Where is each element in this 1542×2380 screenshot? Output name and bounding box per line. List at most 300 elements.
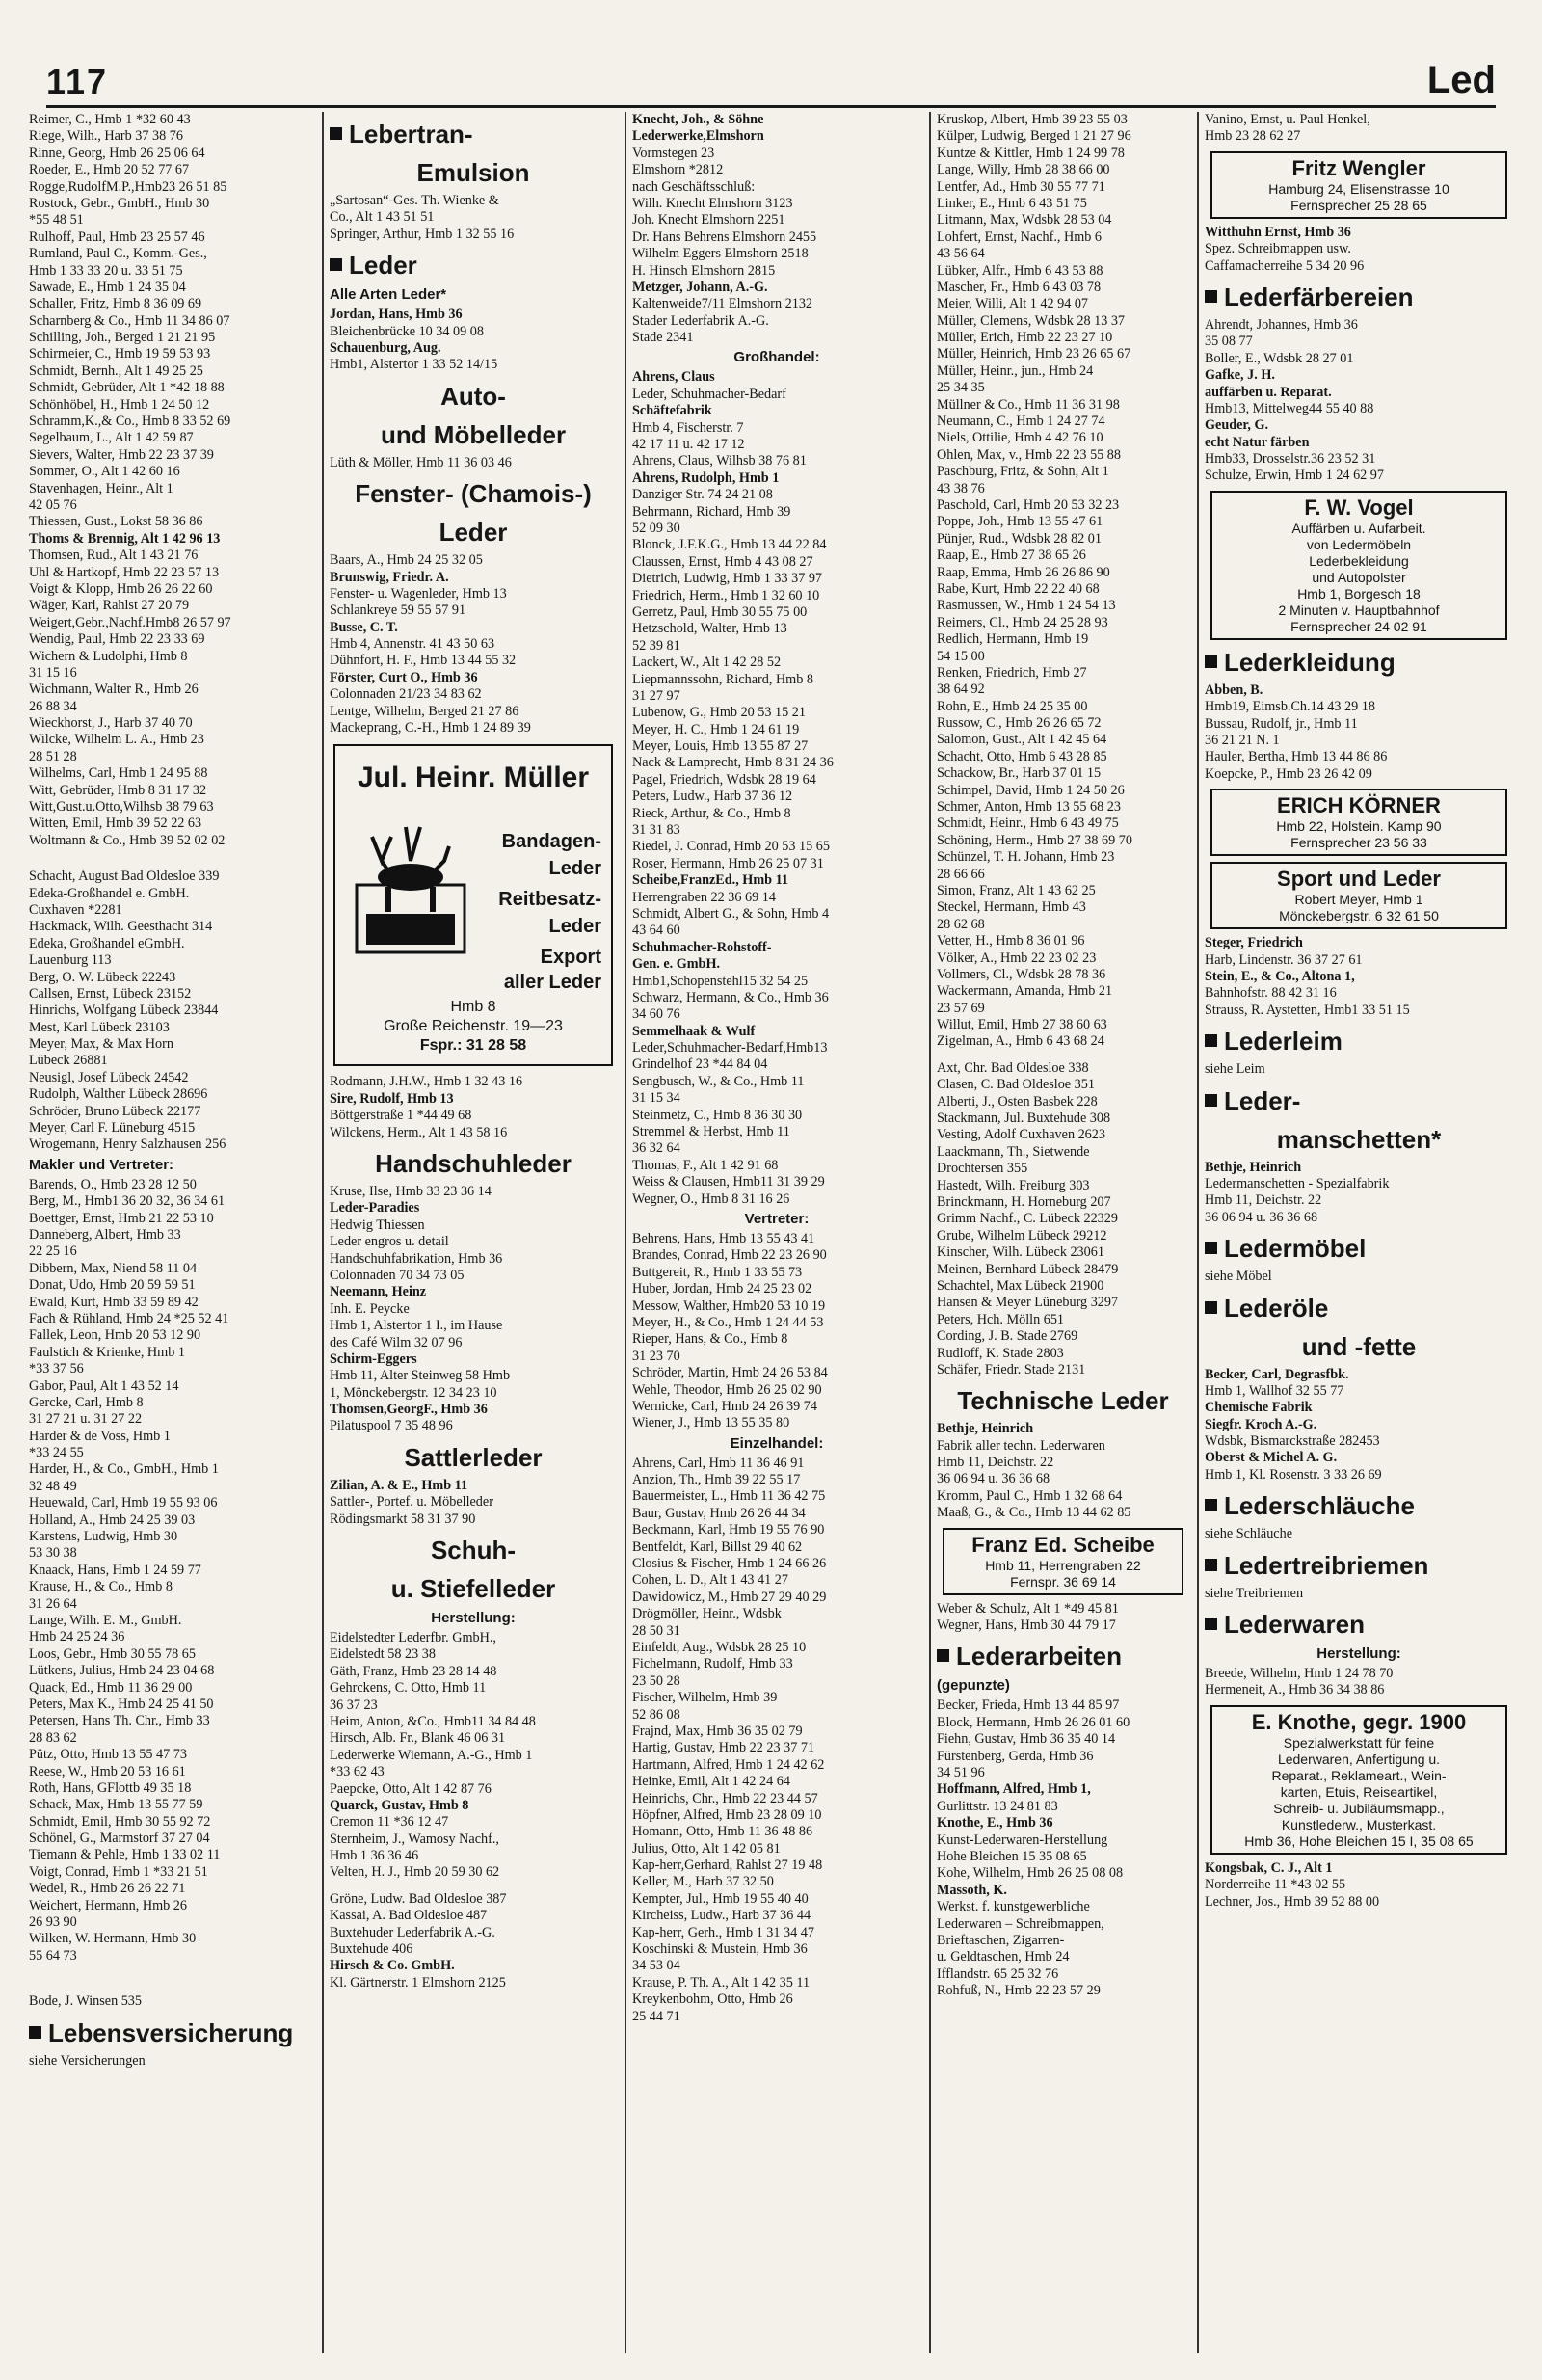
listing-entry: Fenster- u. Wagenleder, Hmb 13 [330,585,507,602]
listing-entry: Edeka-Großhandel e. GmbH. [29,885,190,901]
subsection-heading: Einzelhandel: [730,1434,824,1452]
subsection-heading: Makler und Vertreter: [29,1156,174,1173]
listing-entry: 43 56 64 [937,246,985,262]
listing-entry: Breede, Wilhelm, Hmb 1 24 78 70 [1205,1666,1394,1682]
listing-entry: Friedrich, Herm., Hmb 1 32 60 10 [632,587,820,603]
listing-entry: Julius, Otto, Alt 1 42 05 81 [632,1840,781,1857]
listing-entry: Wernicke, Carl, Hmb 24 26 39 74 [632,1398,817,1414]
listing-entry: Quarck, Gustav, Hmb 8 [330,1797,469,1813]
section-heading: Lederleim [1205,1025,1513,1057]
listing-entry: Pilatuspool 7 35 48 96 [330,1418,453,1434]
listing-entry: Reese, W., Hmb 20 53 16 61 [29,1763,186,1779]
listing-entry: Schacht, August Bad Oldesloe 339 [29,869,220,885]
listing-entry: Drochtersen 355 [937,1161,1028,1177]
listing-entry: Handschuhfabrikation, Hmb 36 [330,1250,503,1267]
listing-entry: Wackermann, Amanda, Hmb 21 [937,983,1113,1000]
listing-entry: Neemann, Heinz [330,1284,427,1300]
listing-entry: Koschinski & Mustein, Hmb 36 [632,1941,808,1958]
listing-entry: Joh. Knecht Elmshorn 2251 [632,212,785,228]
listing-entry: Hmb 11, Deichstr. 22 [937,1455,1054,1471]
listing-entry: Gafke, J. H. [1205,367,1275,384]
box-ad-line: Fernsprecher 25 28 65 [1290,197,1427,213]
section-heading: Leder [330,249,617,281]
listing-entry: 42 05 76 [29,496,77,513]
listing-entry: 1, Mönckebergstr. 12 34 23 10 [330,1384,497,1401]
listing-entry: siehe Treibriemen [1205,1585,1304,1601]
listing-entry: echt Natur färben [1205,434,1310,450]
listing-entry: Schramm,K.,& Co., Hmb 8 33 52 69 [29,414,231,430]
listing-entry: Rohfuß, N., Hmb 22 23 57 29 [937,1983,1101,1999]
advertisement-jul-heinr-mueller [333,744,613,1066]
listing-entry: Rödingsmarkt 58 31 37 90 [330,1511,476,1527]
listing-entry: Fürstenberg, Gerda, Hmb 36 [937,1748,1094,1764]
listing-entry: Kruskop, Albert, Hmb 39 23 55 03 [937,112,1128,127]
listing-entry: 36 37 23 [330,1697,378,1713]
listing-entry: 25 44 71 [632,2008,680,2024]
listing-entry: Hmb 11, Deichstr. 22 [1205,1192,1322,1209]
listing-entry: Jordan, Hans, Hmb 36 [330,307,463,323]
spacer [29,849,314,859]
listing-entry: Schäftefabrik [632,403,712,419]
listing-entry: Lechner, Jos., Hmb 39 52 88 00 [1205,1893,1380,1910]
listing-entry: Bahnhofstr. 88 42 31 16 [1205,985,1337,1002]
listing-entry: Linker, E., Hmb 6 43 51 75 [937,195,1087,211]
listing-entry: 53 30 38 [29,1545,77,1562]
listing-entry: Lederwerke,Elmshorn [632,128,764,145]
listing-entry: Hastedt, Wilh. Freiburg 303 [937,1177,1090,1193]
listing-entry: Wieckhorst, J., Harb 37 40 70 [29,715,193,732]
listing-entry: Schaller, Fritz, Hmb 8 36 09 69 [29,296,202,312]
listing-entry: Wilken, W. Hermann, Hmb 30 [29,1931,197,1947]
box-ad-knothe [1210,1705,1507,1855]
listing-entry: Brinckmann, H. Horneburg 207 [937,1194,1111,1210]
listing-entry: Lackert, W., Alt 1 42 28 52 [632,655,782,671]
box-ad-line: Fernspr. 36 69 14 [1010,1573,1116,1590]
listing-entry: Raap, E., Hmb 27 38 65 26 [937,548,1086,564]
section-heading: Technische Leder [957,1386,1169,1416]
listing-entry: Gercke, Carl, Hmb 8 [29,1394,144,1410]
ad-line-leder-1: Leder [548,858,601,880]
listing-entry: Schirm-Eggers [330,1350,417,1367]
listing-entry: Gerretz, Paul, Hmb 30 55 75 00 [632,603,808,620]
listing-entry: Thomsen,GeorgF., Hmb 36 [330,1402,488,1418]
listing-entry: 43 64 60 [632,923,680,939]
listing-entry: auffärben u. Reparat. [1205,384,1332,400]
listing-entry: Herrengraben 22 36 69 14 [632,889,776,905]
column-4 [937,112,1189,2353]
listing-entry: Block, Hermann, Hmb 26 26 01 60 [937,1714,1130,1730]
listing-entry: Zilian, A. & E., Hmb 11 [330,1477,468,1493]
listing-entry: Peters, Max K., Hmb 24 25 41 50 [29,1696,214,1712]
section-heading: und Möbelleder [380,419,567,449]
listing-entry: Lange, Wilh. E. M., GmbH. [29,1612,182,1628]
listing-entry: Knaack, Hans, Hmb 1 24 59 77 [29,1562,201,1578]
listing-entry: Fallek, Leon, Hmb 20 53 12 90 [29,1327,201,1344]
listing-entry: Anzion, Th., Hmb 39 22 55 17 [632,1472,801,1488]
section-heading: Lederöle [1205,1292,1513,1324]
listing-entry: des Café Wilm 32 07 96 [330,1334,463,1350]
section-heading: Lederfärbereien [1205,281,1513,313]
listing-entry: Berg, O. W. Lübeck 22243 [29,969,176,985]
listing-entry: Barends, O., Hmb 23 28 12 50 [29,1176,197,1192]
box-ad-line: Spezialwerkstatt für feine [1283,1734,1435,1751]
listing-entry: Hansen & Meyer Lüneburg 3297 [937,1295,1119,1311]
listing-entry: siehe Leim [1205,1061,1265,1078]
listing-entry: Schönhöbel, H., Hmb 1 24 50 12 [29,396,210,413]
listing-entry: Einfeldt, Aug., Wdsbk 28 25 10 [632,1639,807,1655]
listing-entry: Wehle, Theodor, Hmb 26 25 02 90 [632,1381,822,1398]
listing-entry: Axt, Chr. Bad Oldesloe 338 [937,1059,1089,1076]
listing-entry: Drögmöller, Heinr., Wdsbk [632,1606,782,1622]
section-heading: Leder- [1205,1084,1513,1117]
listing-entry: 35 08 77 [1205,334,1253,350]
running-head: Led [1426,59,1496,101]
listing-entry: Sattler-, Portef. u. Möbelleder [330,1494,493,1511]
listing-entry: Reimers, Cl., Hmb 24 25 28 93 [937,614,1108,630]
listing-entry: Wichern & Ludolphi, Hmb 8 [29,648,188,664]
listing-entry: Hermeneit, A., Hmb 36 34 38 86 [1205,1682,1385,1698]
listing-entry: 43 38 76 [937,480,985,496]
listing-entry: Karstens, Ludwig, Hmb 30 [29,1529,178,1545]
section-heading: Lederwaren [1205,1608,1513,1641]
listing-entry: Schöning, Herm., Hmb 27 38 69 70 [937,832,1132,848]
listing-entry: Witt, Gebrüder, Hmb 8 31 17 32 [29,782,207,798]
listing-entry: Behrmann, Richard, Hmb 39 [632,503,791,520]
listing-entry: Tiemann & Pehle, Hmb 1 33 02 11 [29,1847,221,1863]
listing-entry: Strauss, R. Aystetten, Hmb1 33 51 15 [1205,1002,1410,1018]
listing-entry: Hmb 1, Kl. Rosenstr. 3 33 26 69 [1205,1466,1382,1483]
listing-entry: Vanino, Ernst, u. Paul Henkel, [1205,112,1370,127]
section-heading: Lederkleidung [1205,646,1513,679]
listing-entry: Schmidt, Albert G., & Sohn, Hmb 4 [632,905,830,922]
listing-entry: Voigt & Klopp, Hmb 26 26 22 60 [29,580,213,597]
listing-entry: Krause, H., & Co., Hmb 8 [29,1579,173,1595]
listing-entry: Lübker, Alfr., Hmb 6 43 53 88 [937,262,1103,279]
listing-entry: Norderreihe 11 *43 02 55 [1205,1877,1346,1893]
listing-entry: Dibbern, Max, Niend 58 11 04 [29,1260,198,1276]
listing-entry: Schröder, Bruno Lübeck 22177 [29,1103,201,1119]
columns [29,112,1513,2353]
listing-entry: Leder engros u. detail [330,1234,449,1250]
listing-entry: Baur, Gustav, Hmb 26 26 44 34 [632,1505,806,1521]
column-divider [929,112,931,2353]
listing-entry: Weichert, Hermann, Hmb 26 [29,1897,187,1913]
spacer [330,1882,617,1891]
listing-entry: Springer, Arthur, Hmb 1 32 55 16 [330,226,515,242]
listing-entry: Harder, H., & Co., GmbH., Hmb 1 [29,1461,219,1478]
listing-entry: Neumann, C., Hmb 1 24 27 74 [937,414,1105,430]
listing-entry: Höpfner, Alfred, Hmb 23 28 09 10 [632,1806,822,1823]
listing-entry: Fischer, Wilhelm, Hmb 39 [632,1690,778,1706]
listing-entry: Uhl & Hartkopf, Hmb 22 23 57 13 [29,564,220,580]
listing-entry: Lübeck 26881 [29,1053,108,1069]
spacer [29,1974,314,1984]
listing-entry: Buxtehuder Lederfabrik A.-G. [330,1924,495,1940]
section-heading: u. Stiefelleder [390,1574,556,1604]
listing-entry: Stackmann, Jul. Buxtehude 308 [937,1110,1111,1127]
listing-entry: Lange, Willy, Hmb 28 38 66 00 [937,162,1110,178]
section-heading: Leder [439,518,508,548]
listing-entry: Müller, Heinrich, Hmb 23 26 65 67 [937,346,1131,362]
listing-entry: Weber & Schulz, Alt 1 *49 45 81 [937,1600,1119,1617]
listing-entry: Vesting, Adolf Cuxhaven 2623 [937,1127,1105,1143]
listing-entry: Wdsbk, Bismarckstraße 282453 [1205,1433,1380,1450]
listing-entry: Dr. Hans Behrens Elmshorn 2455 [632,228,817,245]
listing-entry: Wedel, R., Hmb 26 26 22 71 [29,1881,186,1897]
listing-entry: Loos, Gebr., Hmb 30 55 78 65 [29,1645,196,1662]
listing-entry: 34 60 76 [632,1006,680,1023]
listing-entry: Sawade, E., Hmb 1 24 35 04 [29,279,186,295]
listing-entry: 31 31 83 [632,822,680,839]
listing-entry: Bleichenbrücke 10 34 09 08 [330,323,484,339]
listing-entry: Schünzel, T. H. Johann, Hmb 23 [937,849,1115,866]
listing-entry: Wegner, O., Hmb 8 31 16 26 [632,1190,790,1207]
listing-entry: *33 37 56 [29,1361,84,1377]
listing-entry: Eidelstedter Lederfbr. GmbH., [330,1630,496,1646]
listing-entry: Meyer, Carl F. Lüneburg 4515 [29,1120,196,1137]
section-heading: Schuh- [430,1536,517,1565]
listing-entry: Redlich, Hermann, Hmb 19 [937,631,1089,648]
column-3 [632,112,921,2353]
box-ad-line: Kunstlederw., Musterkast. [1281,1816,1437,1832]
listing-entry: Kromm, Paul C., Hmb 1 32 68 64 [937,1487,1123,1504]
listing-entry: Knothe, E., Hmb 36 [937,1815,1053,1832]
listing-entry: 31 15 16 [29,664,77,681]
box-ad-line: ERICH KÖRNER [1277,793,1441,818]
listing-entry: Vetter, H., Hmb 8 36 01 96 [937,933,1085,949]
box-ad-line: Hmb 11, Herrengraben 22 [985,1557,1141,1573]
box-ad-line: Auffärben u. Aufarbeit. [1291,520,1426,536]
listing-entry: Lauenburg 113 [29,952,112,969]
listing-entry: Kruse, Ilse, Hmb 33 23 36 14 [330,1183,492,1199]
box-ad-line: karten, Etuis, Reiseartikel, [1280,1783,1438,1800]
section-heading: Fenster- (Chamois-) [355,479,592,509]
subsection-heading: Alle Arten Leder* [330,286,447,304]
listing-entry: Elmshorn *2812 [632,162,724,178]
section-heading: und -fette [1301,1331,1417,1361]
listing-entry: Roth, Hans, GFlottb 49 35 18 [29,1779,192,1796]
listing-entry: Steger, Friedrich [1205,935,1303,951]
listing-entry: Meyer, Louis, Hmb 13 55 87 27 [632,738,809,755]
listing-entry: Dawidowicz, M., Hmb 27 29 40 29 [632,1589,827,1605]
listing-entry: Lentge, Wilhelm, Berged 21 27 86 [330,703,519,719]
listing-entry: Meier, Willi, Alt 1 42 94 07 [937,296,1089,312]
section-heading: Emulsion [416,158,530,187]
listing-entry: Schröder, Martin, Hmb 24 26 53 84 [632,1365,828,1381]
listing-entry: Ahrens, Claus, Wilhsb 38 76 81 [632,453,807,469]
listing-entry: Hetzschold, Walter, Hmb 13 [632,621,787,637]
box-ad-line: Fernsprecher 24 02 91 [1290,618,1427,634]
listing-entry: Caffamacherreihe 5 34 20 96 [1205,257,1365,274]
listing-entry: Fiehn, Gustav, Hmb 36 35 40 14 [937,1731,1116,1748]
listing-entry: Lederwaren – Schreibmappen, [937,1915,1104,1932]
listing-entry: Roeder, E., Hmb 20 52 77 67 [29,162,190,178]
listing-entry: Schimpel, David, Hmb 1 24 50 26 [937,782,1125,798]
listing-entry: 31 15 34 [632,1090,680,1107]
listing-entry: 52 39 81 [632,637,680,654]
listing-entry: 31 27 97 [632,687,680,704]
listing-entry: Rumland, Paul C., Komm.-Ges., [29,246,207,262]
section-heading: Auto- [440,381,506,411]
listing-entry: Willut, Emil, Hmb 27 38 60 63 [937,1017,1107,1033]
listing-entry: Edeka, Großhandel eGmbH. [29,935,185,951]
section-heading: Lebensversicherung [29,2017,314,2049]
listing-entry: Boller, E., Wdsbk 28 27 01 [1205,350,1354,366]
listing-entry: Roser, Hermann, Hmb 26 25 07 31 [632,855,824,871]
listing-entry: Gurlittstr. 13 24 81 83 [937,1798,1058,1814]
ad-phone: Fspr.: 31 28 58 [419,1037,527,1055]
box-ad-line: und Autopolster [1312,569,1406,585]
box-ad-line: F. W. Vogel [1304,495,1414,520]
listing-entry: Schuhmacher-Rohstoff- [632,939,772,955]
listing-entry: Rieper, Hans, & Co., Hmb 8 [632,1331,788,1348]
listing-entry: Brieftaschen, Zigarren- [937,1932,1065,1948]
column-2 [330,112,617,2353]
listing-entry: Ahrens, Rudolph, Hmb 1 [632,469,780,486]
box-ad-vogel [1210,491,1507,640]
subsection-heading: (gepunzte) [937,1677,1010,1695]
spacer [29,1965,314,1974]
listing-entry: Schack, Max, Hmb 13 55 77 59 [29,1797,203,1813]
listing-entry: Eidelstedt 58 23 38 [330,1646,436,1663]
listing-entry: 26 88 34 [29,698,77,714]
listing-entry: Bode, J. Winsen 535 [29,1993,142,2010]
listing-entry: Wichmann, Walter R., Hmb 26 [29,682,199,698]
listing-entry: Hmb 23 28 62 27 [1205,128,1301,145]
listing-entry: Wilh. Knecht Elmshorn 3123 [632,195,793,211]
listing-entry: Hauler, Bertha, Hmb 13 44 86 86 [1205,749,1388,765]
listing-entry: Thomas, F., Alt 1 42 91 68 [632,1157,779,1173]
listing-entry: Paschold, Carl, Hmb 20 53 32 23 [937,496,1120,513]
listing-entry: Dühnfort, H. F., Hmb 13 44 55 32 [330,653,517,669]
listing-entry: Becker, Carl, Degrasfbk. [1205,1366,1349,1382]
listing-entry: Stremmel & Herbst, Hmb 11 [632,1124,790,1140]
listing-entry: Ahrens, Claus [632,369,715,386]
listing-entry: Hmb33, Drosselstr.36 23 52 31 [1205,451,1376,468]
listing-entry: Hartmann, Alfred, Hmb 1 24 42 62 [632,1756,825,1773]
listing-entry: Cohen, L. D., Alt 1 43 41 27 [632,1572,788,1589]
listing-entry: Schmidt, Bernh., Alt 1 49 25 25 [29,362,203,379]
listing-entry: Hartig, Gustav, Hmb 22 23 37 71 [632,1740,815,1756]
listing-entry: Schwarz, Hermann, & Co., Hmb 36 [632,989,829,1005]
listing-entry: Faulstich & Krienke, Hmb 1 [29,1344,185,1360]
subsection-heading: Vertreter: [744,1211,810,1227]
listing-entry: siehe Versicherungen [29,2052,146,2069]
listing-entry: Kempter, Jul., Hmb 19 55 40 40 [632,1890,809,1907]
listing-entry: Keller, M., Harb 37 32 50 [632,1874,774,1890]
box-ad-line: Robert Meyer, Hmb 1 [1294,892,1423,908]
listing-entry: Grindelhof 23 *44 84 04 [632,1056,768,1073]
listing-entry: Ahrendt, Johannes, Hmb 36 [1205,316,1358,333]
box-ad-line: von Ledermöbeln [1306,536,1412,552]
listing-entry: Danziger Str. 74 24 21 08 [632,487,773,503]
listing-entry: Lentfer, Ad., Hmb 30 55 77 71 [937,178,1105,195]
listing-entry: Segelbaum, L., Alt 1 42 59 87 [29,430,194,446]
listing-entry: Schäfer, Friedr. Stade 2131 [937,1361,1086,1377]
section-heading: Handschuhleder [375,1148,572,1178]
listing-entry: Nack & Lamprecht, Hmb 8 31 24 36 [632,755,834,771]
listing-entry: Hmb 1, Wallhof 32 55 77 [1205,1382,1344,1399]
listing-entry: Meyer, Max, & Max Horn [29,1036,173,1053]
listing-entry: Kreykenbohm, Otto, Hmb 26 [632,1992,793,2008]
listing-entry: Kircheiss, Ludw., Harb 37 36 44 [632,1908,811,1924]
listing-entry: Brandes, Conrad, Hmb 22 23 26 90 [632,1247,827,1264]
listing-entry: Weiss & Clausen, Hmb11 31 39 29 [632,1174,825,1190]
listing-entry: 26 93 90 [29,1914,77,1931]
listing-entry: Rieck, Arthur, & Co., Hmb 8 [632,805,791,821]
listing-entry: Hmb1, Alstertor 1 33 52 14/15 [330,357,498,373]
listing-entry: Ewald, Kurt, Hmb 33 59 89 42 [29,1294,199,1310]
listing-entry: Sternheim, J., Wamosy Nachf., [330,1831,499,1847]
listing-entry: 36 21 21 N. 1 [1205,733,1280,749]
listing-entry: Wilhelm Eggers Elmshorn 2518 [632,246,809,262]
listing-entry: Wilhelms, Carl, Hmb 1 24 95 88 [29,765,208,782]
listing-entry: Müller, Heinr., jun., Hmb 24 [937,362,1094,379]
spacer [937,1051,1189,1060]
listing-entry: Harder & de Voss, Hmb 1 [29,1428,171,1444]
listing-entry: *55 48 51 [29,212,84,228]
listing-entry: Messow, Walther, Hmb20 53 10 19 [632,1297,826,1314]
column-divider [322,112,324,2353]
listing-entry: Schmidt, Emil, Hmb 30 55 92 72 [29,1813,211,1830]
listing-entry: Salomon, Gust., Alt 1 42 45 64 [937,732,1107,748]
listing-entry: *33 62 43 [330,1764,385,1780]
box-ad-line: Hamburg 24, Elisenstrasse 10 [1268,180,1449,197]
box-ad-line: Hmb 22, Holstein. Kamp 90 [1276,818,1442,835]
listing-entry: Chemische Fabrik [1205,1400,1313,1416]
listing-entry: Buxtehude 406 [330,1941,413,1958]
ad-street: Große Reichenstr. 19—23 [384,1018,563,1035]
section-heading: Lebertran- [330,118,617,150]
listing-entry: Behrens, Hans, Hmb 13 55 43 41 [632,1231,815,1246]
listing-entry: Co., Alt 1 43 51 51 [330,209,435,226]
box-ad-line: E. Knothe, gegr. 1900 [1251,1709,1467,1734]
listing-entry: Kap-herr, Gerh., Hmb 1 31 34 47 [632,1924,814,1940]
listing-entry: Woltmann & Co., Hmb 39 52 02 02 [29,832,226,848]
listing-entry: 28 62 68 [937,916,985,932]
listing-entry: Renken, Friedrich, Hmb 27 [937,664,1087,681]
listing-entry: Kuntze & Kittler, Hmb 1 24 99 78 [937,145,1125,161]
listing-entry: Beckmann, Karl, Hmb 19 55 76 90 [632,1522,825,1538]
listing-entry: Witten, Emil, Hmb 39 52 22 63 [29,816,202,832]
listing-entry: Kaltenweide7/11 Elmshorn 2132 [632,296,813,312]
listing-entry: 22 25 16 [29,1243,77,1260]
box-ad-line: 2 Minuten v. Hauptbahnhof [1278,602,1440,618]
listing-entry: Schacht, Otto, Hmb 6 43 28 85 [937,748,1107,764]
section-heading: Ledermöbel [1205,1232,1513,1265]
listing-entry: Förster, Curt O., Hmb 36 [330,669,478,685]
listing-entry: Raap, Emma, Hmb 26 26 86 90 [937,564,1110,580]
ad-line-reitbesatz: Reitbesatz- [498,889,601,911]
listing-entry: Huber, Jordan, Hmb 24 25 23 02 [632,1281,812,1297]
section-heading: Sattlerleder [404,1442,543,1472]
listing-entry: Lohfert, Ernst, Nachf., Hmb 6 [937,228,1102,245]
listing-entry: Thoms & Brennig, Alt 1 42 96 13 [29,530,221,547]
listing-entry: 31 27 21 u. 31 27 22 [29,1411,143,1428]
listing-entry: Neusigl, Josef Lübeck 24542 [29,1069,189,1085]
listing-entry: Mackeprang, C.-H., Hmb 1 24 89 39 [330,720,531,736]
listing-entry: Pünjer, Rud., Wdsbk 28 82 01 [937,530,1102,547]
listing-entry: Fichelmann, Rudolf, Hmb 33 [632,1656,793,1672]
listing-entry: Kinscher, Wilh. Lübeck 23061 [937,1244,1104,1261]
listing-entry: 28 66 66 [937,866,985,882]
listing-entry: 25 34 35 [937,380,985,396]
listing-entry: Hirsch, Alb. Fr., Blank 46 06 31 [330,1730,506,1747]
listing-entry: Danneberg, Albert, Hmb 33 [29,1227,181,1243]
listing-entry: Hmb 1 33 33 20 u. 33 51 75 [29,262,183,279]
listing-entry: Külper, Ludwig, Berged 1 21 27 96 [937,128,1131,145]
section-heading: Ledertreibriemen [1205,1549,1513,1582]
